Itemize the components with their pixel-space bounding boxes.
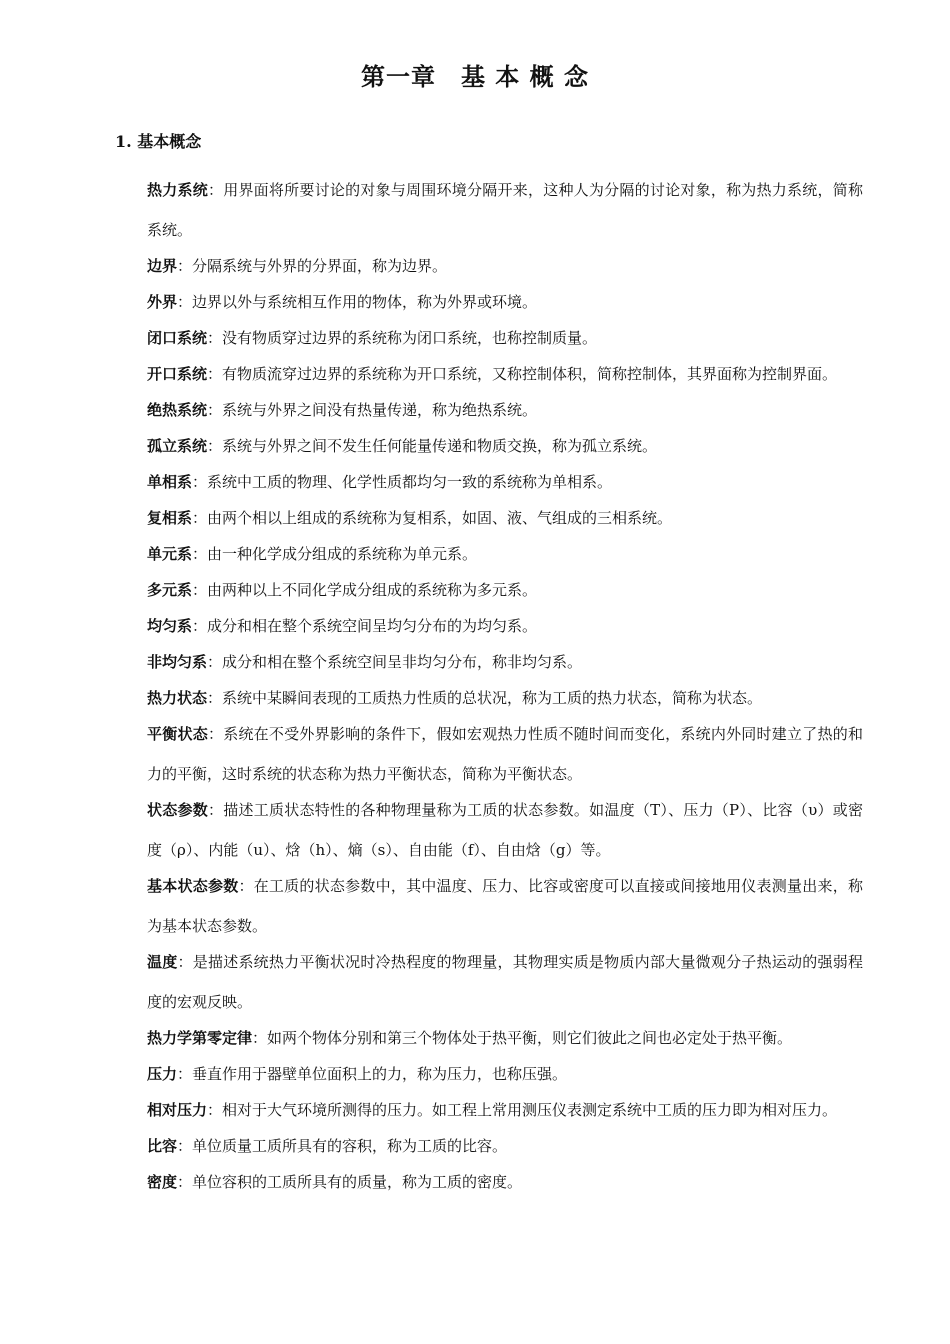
definition-entry	[147, 1026, 863, 1050]
definition-separator: ：	[177, 1173, 193, 1191]
section-heading: 1. 基本概念	[115, 132, 202, 151]
definition-text: 单位容积的工质所具有的质量，称为工质的密度。	[192, 1173, 523, 1191]
definition-separator: ：	[207, 329, 223, 347]
definition-entry	[147, 506, 863, 530]
definition-term: 热力学第零定律	[147, 1029, 253, 1047]
definition-separator: ：	[207, 181, 224, 199]
definition-term: 非均匀系	[147, 653, 208, 671]
definition-term: 绝热系统	[147, 401, 208, 419]
definition-term: 边界	[147, 257, 178, 275]
definition-text: 系统与外界之间不发生任何能量传递和物质交换，称为孤立系统。	[222, 437, 658, 455]
definition-term: 状态参数	[147, 801, 208, 819]
definition-text: 单位质量工质所具有的容积，称为工质的比容。	[192, 1137, 508, 1155]
definition-term: 相对压力	[147, 1101, 208, 1119]
definition-entry	[147, 614, 863, 638]
definition-text: 是描述系统热力平衡状况时冷热程度的物理量，其物理实质是物质内部大量微观分子热运动的强弱程度的宏观反映。	[147, 953, 863, 1011]
definition-text: 用界面将所要讨论的对象与周围环境分隔开来，这种人为分隔的讨论对象，称为热力系统，简称系统。	[147, 181, 863, 239]
definition-term: 多元系	[147, 581, 193, 599]
definition-separator: ：	[207, 401, 223, 419]
definition-term: 压力	[147, 1065, 178, 1083]
definition-separator: ：	[177, 257, 193, 275]
definition-separator: ：	[177, 1137, 193, 1155]
definition-entry	[147, 254, 863, 278]
definition-entry	[147, 1062, 863, 1086]
definition-entry	[147, 470, 863, 494]
definition-text: 在工质的状态参数中，其中温度、压力、比容或密度可以直接或间接地用仪表测量出来，称为基本状态参数。	[147, 877, 863, 935]
definition-text: 有物质流穿过边界的系统称为开口系统，又称控制体积，简称控制体，其界面称为控制界面。	[222, 365, 838, 383]
definition-entry	[147, 686, 863, 710]
definition-term: 比容	[147, 1137, 178, 1155]
definition-text: 描述工质状态特性的各种物理量称为工质的状态参数。如温度（T）、压力（P）、比容（υ）或密度（ρ）、内能（u）、焓（h）、熵（s）、自由能（f）、自由焓（g）等。	[147, 801, 863, 859]
definition-entry	[147, 434, 863, 458]
definition-term: 热力系统	[147, 181, 208, 199]
definition-text: 成分和相在整个系统空间呈非均匀分布，称非均匀系。	[222, 653, 583, 671]
definition-text: 相对于大气环境所测得的压力。如工程上常用测压仪表测定系统中工质的压力即为相对压力。	[222, 1101, 838, 1119]
definition-term: 热力状态	[147, 689, 208, 707]
definition-separator: ：	[207, 725, 224, 743]
definition-separator: ：	[207, 801, 224, 819]
definition-text: 由两个相以上组成的系统称为复相系，如固、液、气组成的三相系统。	[207, 509, 673, 527]
definition-entry	[147, 866, 863, 946]
definition-separator: ：	[177, 1065, 193, 1083]
definition-term: 密度	[147, 1173, 178, 1191]
definition-term: 复相系	[147, 509, 193, 527]
definition-term: 温度	[147, 953, 178, 971]
definition-term: 基本状态参数	[147, 877, 239, 895]
definition-term: 单元系	[147, 545, 193, 563]
definition-term: 外界	[147, 293, 178, 311]
definitions-list	[147, 178, 863, 1206]
definition-separator: ：	[252, 1029, 268, 1047]
definition-entry	[147, 170, 863, 250]
definition-text: 系统在不受外界影响的条件下，假如宏观热力性质不随时间而变化，系统内外同时建立了热的和力的平衡，这时系统的状态称为热力平衡状态，简称为平衡状态。	[147, 725, 863, 783]
definition-separator: ：	[177, 293, 193, 311]
definition-separator: ：	[207, 437, 223, 455]
definition-entry	[147, 578, 863, 602]
definition-entry	[147, 542, 863, 566]
definition-text: 系统中某瞬间表现的工质热力性质的总状况，称为工质的热力状态，简称为状态。	[222, 689, 763, 707]
definition-separator: ：	[192, 545, 208, 563]
definition-text: 垂直作用于器壁单位面积上的力，称为压力，也称压强。	[192, 1065, 568, 1083]
definition-entry	[147, 1170, 863, 1194]
definition-term: 平衡状态	[147, 725, 208, 743]
definition-separator: ：	[238, 877, 254, 895]
definition-text: 成分和相在整个系统空间呈均匀分布的为均匀系。	[207, 617, 538, 635]
definition-entry	[147, 354, 863, 394]
definition-entry	[147, 942, 863, 1022]
chapter-title: 第一章 基 本 概 念	[360, 62, 590, 91]
definition-term: 开口系统	[147, 365, 208, 383]
definition-entry	[147, 790, 863, 870]
definition-entry	[147, 398, 863, 422]
definition-separator: ：	[207, 365, 223, 383]
definition-text: 由一种化学成分组成的系统称为单元系。	[207, 545, 478, 563]
definition-separator: ：	[207, 689, 223, 707]
definition-separator: ：	[192, 473, 208, 491]
definition-text: 系统中工质的物理、化学性质都均匀一致的系统称为单相系。	[207, 473, 613, 491]
definition-entry	[147, 1090, 863, 1130]
definition-text: 没有物质穿过边界的系统称为闭口系统，也称控制质量。	[222, 329, 598, 347]
definition-text: 如两个物体分别和第三个物体处于热平衡，则它们彼此之间也必定处于热平衡。	[267, 1029, 793, 1047]
definition-separator: ：	[207, 1101, 223, 1119]
definition-term: 单相系	[147, 473, 193, 491]
definition-entry	[147, 650, 863, 674]
definition-term: 均匀系	[147, 617, 193, 635]
definition-entry	[147, 290, 863, 314]
definition-separator: ：	[192, 617, 208, 635]
definition-text: 系统与外界之间没有热量传递，称为绝热系统。	[222, 401, 538, 419]
definition-separator: ：	[177, 953, 193, 971]
definition-text: 分隔系统与外界的分界面，称为边界。	[192, 257, 448, 275]
definition-term: 闭口系统	[147, 329, 208, 347]
definition-text: 由两种以上不同化学成分组成的系统称为多元系。	[207, 581, 538, 599]
definition-term: 孤立系统	[147, 437, 208, 455]
definition-text: 边界以外与系统相互作用的物体，称为外界或环境。	[192, 293, 538, 311]
definition-separator: ：	[192, 581, 208, 599]
definition-separator: ：	[207, 653, 223, 671]
definition-separator: ：	[192, 509, 208, 527]
definition-entry	[147, 714, 863, 794]
definition-entry	[147, 326, 863, 350]
definition-entry	[147, 1134, 863, 1158]
